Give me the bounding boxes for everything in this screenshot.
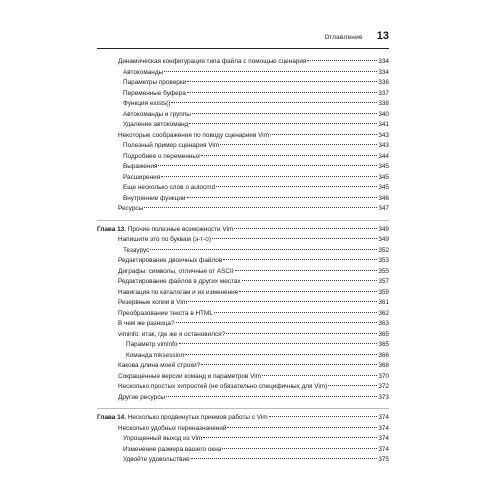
toc-entry[interactable] — [97, 309, 389, 320]
toc-entry[interactable] — [97, 256, 389, 267]
toc-entry[interactable] — [97, 361, 389, 372]
toc-entry-label: Динамическая конфигурация типа файла с помощью сценария — [118, 58, 307, 65]
toc-page-number: 353 — [378, 257, 389, 264]
dot-leader — [234, 228, 377, 229]
toc-page-number: 366 — [378, 351, 389, 359]
chapter-prefix: Глава 13. — [97, 225, 126, 233]
toc-entry-label: Сокращенные версии команд и параметров Vim — [118, 372, 262, 380]
section-divider — [97, 215, 389, 221]
toc-page-number: 338 — [378, 100, 389, 107]
toc-entry-label: Навигация по каталогам и их изменение — [118, 288, 239, 296]
toc-page-number: 349 — [378, 225, 389, 233]
toc-entry-label: Выражения — [123, 163, 158, 170]
toc-page-number: 341 — [378, 121, 389, 128]
toc-entry[interactable] — [97, 351, 389, 362]
toc-page-number: 343 — [378, 142, 389, 149]
toc-entry[interactable] — [97, 340, 389, 351]
toc-entry[interactable] — [97, 455, 389, 466]
toc-chapter-13 — [97, 225, 389, 404]
toc-page-number: 373 — [378, 393, 389, 401]
dot-leader — [187, 92, 378, 93]
toc-page-number: 372 — [378, 383, 389, 390]
dot-leader — [144, 207, 377, 208]
toc-page-number: 337 — [378, 89, 389, 97]
toc-page-number: 336 — [378, 79, 389, 86]
toc-entry-label: Еще несколько слов о autocmd — [123, 184, 216, 191]
toc-entry-label: Резервные копии в Vim — [118, 299, 188, 306]
toc-entry-label: Автокоманды и группы — [123, 110, 191, 118]
chapter-prefix: Глава 14. — [97, 414, 126, 421]
toc-chapter-entry[interactable] — [97, 225, 389, 236]
toc-page-number: 374 — [378, 445, 389, 453]
toc-section-continued — [97, 57, 389, 215]
toc-entry-label: Тезаурус — [123, 246, 150, 254]
toc-entry[interactable] — [97, 424, 389, 435]
dot-leader — [223, 259, 377, 260]
dot-leader — [158, 165, 377, 166]
toc-page-number: 374 — [378, 424, 389, 432]
toc-entry[interactable] — [97, 330, 389, 341]
toc-entry-label: Параметры проверки — [123, 79, 187, 86]
page-number: 13 — [376, 30, 389, 42]
toc-chapter-entry[interactable] — [97, 413, 389, 424]
toc-page-number: 357 — [378, 278, 389, 285]
toc-entry[interactable] — [97, 434, 389, 445]
toc-page-number: 363 — [378, 320, 389, 327]
dot-leader — [227, 427, 377, 428]
toc-page-number: 345 — [378, 163, 389, 170]
toc-entry-label: Некоторые соображения по поводу сценариев Vim — [118, 131, 270, 139]
dot-leader — [179, 343, 378, 344]
toc-entry-label: В чем же разница? — [118, 320, 175, 327]
dot-leader — [150, 249, 377, 250]
toc-page-number: 355 — [378, 267, 389, 275]
toc-page-number: 365 — [378, 341, 389, 348]
dot-leader — [185, 354, 377, 355]
dot-leader — [189, 123, 377, 124]
toc-entry[interactable] — [97, 393, 389, 404]
dot-leader — [262, 375, 377, 376]
toc-entry-label: Функция exists() — [123, 100, 171, 107]
toc-page-number: 365 — [378, 330, 389, 338]
toc-entry-label: Несколько простых хитростей (не обязательно специфичных для Vim) — [118, 383, 328, 390]
chapter-title: Несколько продвинутых приемов работы с Vim — [127, 414, 268, 421]
toc-page-number: 346 — [378, 194, 389, 202]
dot-leader — [188, 301, 377, 302]
toc-entry[interactable] — [97, 183, 389, 194]
table-of-contents — [97, 57, 389, 466]
toc-page-number: 362 — [378, 309, 389, 317]
toc-entry[interactable] — [97, 162, 389, 173]
dot-leader — [235, 270, 378, 271]
toc-entry-label: Преобразование текста в HTML — [118, 309, 213, 317]
toc-entry-label: Изменение размера вашего окна — [123, 445, 222, 453]
toc-entry[interactable] — [97, 120, 389, 131]
toc-entry[interactable] — [97, 99, 389, 110]
chapter-title: Прочие полезные возможности Vim — [127, 225, 234, 233]
toc-entry-label: Полезный пример сценария Vim — [123, 142, 220, 149]
toc-entry-label: Редактирование двоичных файлов — [118, 257, 223, 264]
dot-leader — [307, 60, 377, 61]
header-title: Оглавление — [324, 34, 363, 41]
toc-entry[interactable] — [97, 235, 389, 246]
dot-leader — [270, 134, 377, 135]
toc-entry-label: Упрощенный выход из Vim — [123, 435, 203, 442]
toc-entry[interactable] — [97, 57, 389, 68]
dot-leader — [191, 458, 378, 459]
toc-page-number: 344 — [378, 152, 389, 160]
toc-entry-label: Автокоманды — [123, 68, 164, 76]
toc-page-number: 345 — [378, 173, 389, 181]
toc-entry[interactable] — [97, 204, 389, 215]
dot-leader — [203, 437, 377, 438]
toc-entry-label: Напишите это по буквам (э-т-о) — [118, 236, 211, 243]
toc-page-number: 368 — [378, 362, 389, 369]
toc-entry-label: Какова длина моей строки? — [118, 362, 201, 369]
toc-page-number: 345 — [378, 184, 389, 191]
toc-page-number: 334 — [378, 68, 389, 76]
dot-leader — [164, 71, 377, 72]
toc-entry[interactable] — [97, 298, 389, 309]
toc-page-number: 374 — [378, 414, 389, 421]
toc-entry[interactable] — [97, 89, 389, 100]
toc-page-number: 361 — [378, 299, 389, 306]
toc-chapter-14 — [97, 413, 389, 466]
dot-leader — [216, 186, 377, 187]
dot-leader — [176, 322, 378, 323]
toc-entry[interactable] — [97, 382, 389, 393]
toc-entry[interactable] — [97, 277, 389, 288]
toc-page-number: 374 — [378, 435, 389, 442]
dot-leader — [166, 396, 377, 397]
toc-entry-label: Другие ресурсы — [118, 393, 166, 401]
toc-entry-label: Редактирование файлов в других местах — [118, 278, 241, 285]
dot-leader — [239, 291, 377, 292]
toc-entry[interactable] — [97, 110, 389, 121]
toc-entry[interactable] — [97, 131, 389, 142]
toc-entry[interactable] — [97, 68, 389, 79]
dot-leader — [242, 280, 378, 281]
toc-entry[interactable] — [97, 445, 389, 456]
dot-leader — [226, 333, 377, 334]
dot-leader — [201, 364, 377, 365]
toc-entry-label: Диграфы: символы, отличные от ASCII — [118, 267, 234, 275]
toc-page-number: 349 — [378, 236, 389, 243]
toc-entry-label: Параметр viminfo — [126, 341, 178, 348]
toc-page-number: 340 — [378, 110, 389, 118]
dot-leader — [222, 448, 377, 449]
toc-page-number: 359 — [378, 288, 389, 296]
dot-leader — [328, 385, 377, 386]
toc-entry-label: Ресурсы — [118, 205, 144, 212]
toc-entry-label — [97, 413, 268, 424]
toc-entry-label: Удвойте удовольствие — [123, 456, 190, 463]
dot-leader — [187, 81, 377, 82]
toc-entry[interactable] — [97, 141, 389, 152]
toc-entry[interactable] — [97, 152, 389, 163]
dot-leader — [187, 197, 378, 198]
toc-entry[interactable] — [97, 288, 389, 299]
dot-leader — [269, 416, 378, 417]
dot-leader — [220, 144, 377, 145]
toc-entry-label: Расширения — [123, 173, 161, 181]
running-header — [97, 30, 389, 46]
toc-entry[interactable] — [97, 267, 389, 278]
dot-leader — [171, 102, 377, 103]
toc-entry[interactable] — [97, 372, 389, 383]
toc-page-number: 352 — [378, 246, 389, 254]
toc-entry-label: Внутренние функции — [123, 194, 186, 202]
dot-leader — [212, 238, 377, 239]
toc-entry[interactable] — [97, 319, 389, 330]
toc-page-number: 375 — [378, 456, 389, 463]
toc-entry-label: Несколько удобных переназначений — [118, 424, 227, 432]
toc-entry[interactable] — [97, 194, 389, 205]
dot-leader — [214, 312, 377, 313]
toc-page-number: 347 — [378, 205, 389, 212]
dot-leader — [161, 176, 377, 177]
dot-leader — [201, 155, 377, 156]
toc-entry[interactable] — [97, 173, 389, 184]
toc-entry-label: Удаление автокоманд — [123, 121, 189, 128]
section-divider — [97, 403, 389, 409]
toc-entry-label: Подробнее о переменных — [123, 152, 201, 160]
toc-page-number: 343 — [378, 131, 389, 139]
toc-page-number: 334 — [378, 58, 389, 65]
toc-entry[interactable] — [97, 246, 389, 257]
header-rule — [97, 48, 389, 49]
dot-leader — [192, 113, 378, 114]
toc-entry[interactable] — [97, 78, 389, 89]
toc-entry-label — [97, 225, 233, 236]
toc-entry-label: Команда mksession — [126, 351, 184, 359]
toc-page-number: 370 — [378, 372, 389, 380]
toc-entry-label: Переменные буфера — [123, 89, 186, 97]
toc-entry-label: viminfo: итак, где же я остановился? — [118, 330, 226, 338]
